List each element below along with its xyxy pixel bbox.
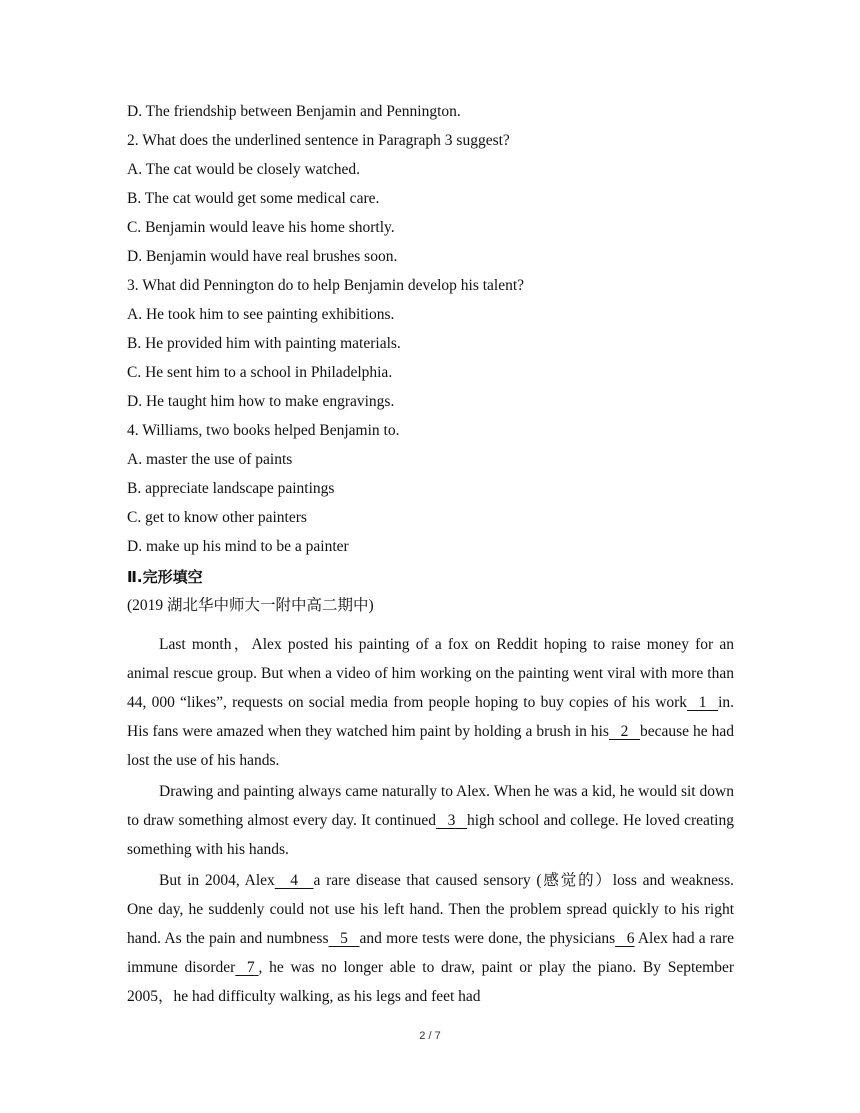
option-3d: D. He taught him how to make engravings. <box>127 393 395 410</box>
option-4d: D. make up his mind to be a painter <box>127 538 349 555</box>
paragraph-3-text-d: Alex had a rare immune disorder <box>127 930 734 976</box>
paragraph-3 <box>127 866 734 1011</box>
paragraph-3-text-c: and more tests were done, the physicians <box>359 930 616 947</box>
paragraph-1 <box>127 630 734 775</box>
paragraph-3-text-a: But in 2004, Alex <box>159 872 275 889</box>
blank-3: 3 <box>447 812 456 829</box>
option-4b: B. appreciate landscape paintings <box>127 480 335 497</box>
question-3: 3. What did Pennington do to help Benjamin develop his talent? <box>127 277 525 294</box>
paragraph-2-text-a: Drawing and painting always came naturally to Alex. When he was a kid, he would sit down to draw something almost every day. It continued <box>127 783 734 829</box>
option-3b: B. He provided him with painting materials. <box>127 335 401 352</box>
question-4: 4. Williams, two books helped Benjamin to. <box>127 422 400 439</box>
paragraph-3-text-e: , he was no longer able to draw, paint or play the piano. By September 2005，he had difficulty walking, as his legs and feet had <box>127 959 734 1005</box>
option-2b: B. The cat would get some medical care. <box>127 190 380 207</box>
paragraph-2 <box>127 777 734 864</box>
option-1d: D. The friendship between Benjamin and Pennington. <box>127 103 461 120</box>
page-number: 2 / 7 <box>419 1030 441 1042</box>
blank-7: 7 <box>246 959 255 976</box>
option-3a: A. He took him to see painting exhibitions. <box>127 306 395 323</box>
section-heading: Ⅱ.完形填空 <box>127 568 203 586</box>
option-3c: C. He sent him to a school in Philadelphia. <box>127 364 393 381</box>
paragraph-1-text-a: Last month，Alex posted his painting of a fox on Reddit hoping to raise money for an animal rescue group. But when a video of him working on the painting went viral with more than 44, 000 “likes”, requests on social media from people hoping to buy copies of his work <box>127 636 734 711</box>
option-2d: D. Benjamin would have real brushes soon. <box>127 248 398 265</box>
blank-2: 2 <box>620 723 629 740</box>
option-2a: A. The cat would be closely watched. <box>127 161 360 178</box>
blank-1: 1 <box>698 694 707 711</box>
section-source: (2019 湖北华中师大一附中高二期中) <box>127 597 374 614</box>
question-2: 2. What does the underlined sentence in Paragraph 3 suggest? <box>127 132 510 149</box>
paragraph-2-text-b: high school and college. He loved creating something with his hands. <box>127 812 734 858</box>
option-4a: A. master the use of paints <box>127 451 293 468</box>
paragraph-1-text-b: in. His fans were amazed when they watched him paint by holding a brush in his <box>127 694 734 740</box>
blank-4: 4 <box>290 872 299 889</box>
blank-5: 5 <box>340 930 348 947</box>
paragraph-3-text-b: a rare disease that caused sensory (感觉的）loss and weakness. One day, he suddenly could not use his left hand. Then the problem spread quickly to his right hand. As the pain and numbness <box>127 872 734 947</box>
blank-6: 6 <box>626 930 635 947</box>
paragraph-1-text-c: because he had lost the use of his hands. <box>127 723 734 769</box>
option-4c: C. get to know other painters <box>127 509 307 526</box>
option-2c: C. Benjamin would leave his home shortly. <box>127 219 395 236</box>
